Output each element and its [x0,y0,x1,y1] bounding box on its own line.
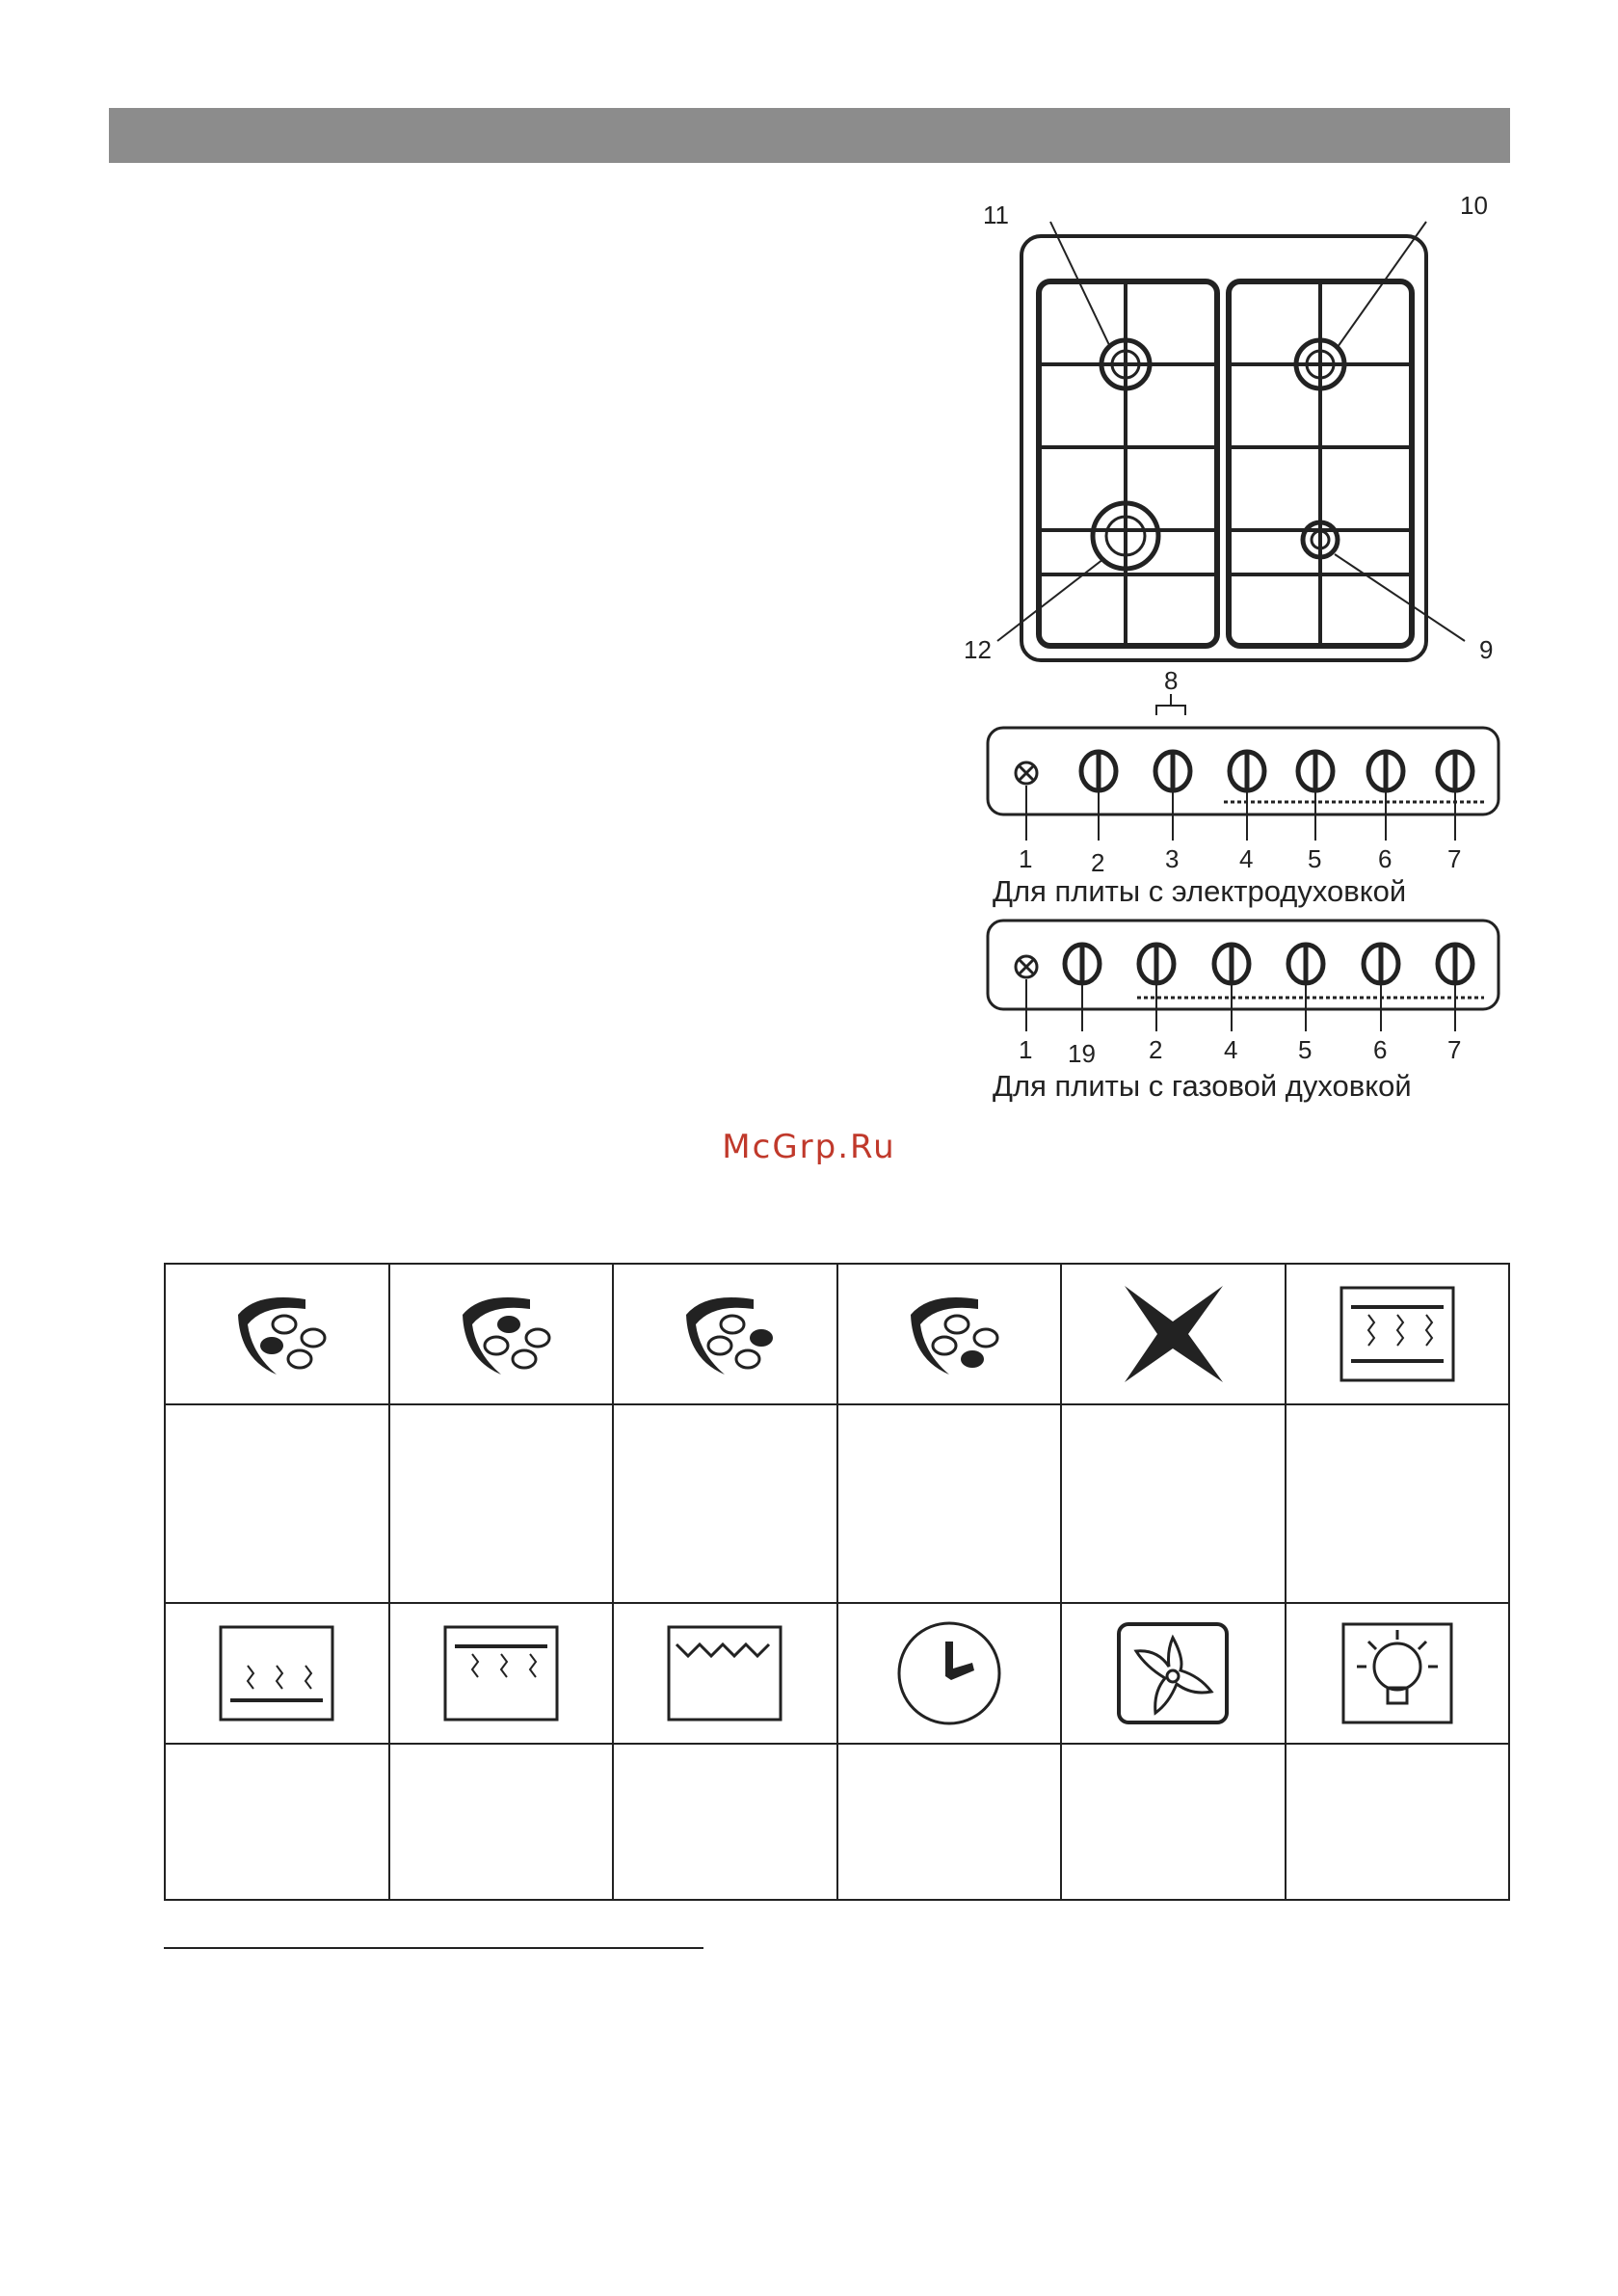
knob-number: 3 [1165,844,1180,873]
knob-number: 1 [1019,844,1033,873]
knob-number: 6 [1378,844,1393,873]
knob-number: 4 [1224,1035,1238,1064]
symbol-description-cell [613,1404,837,1603]
timer-callout-label: 8 [1164,666,1179,695]
watermark: McGrp.Ru [722,1128,896,1166]
panel-caption: Для плиты с электродуховкой [993,874,1407,908]
knob-number: 2 [1149,1035,1163,1064]
appliance-diagram [944,193,1523,1118]
top-heat-icon [443,1625,559,1722]
burner-front-right-icon [891,1286,1007,1382]
control-panel-gas [988,921,1499,1031]
fan-icon [1115,1620,1231,1726]
burner-rear-right-icon [667,1286,782,1382]
knob-number: 7 [1447,1035,1462,1064]
timer-icon [891,1620,1007,1726]
hob-label: 12 [964,635,992,664]
knob-number: 4 [1239,844,1254,873]
panel-caption: Для плиты с газовой духовкой [993,1069,1412,1103]
hob-label: 9 [1479,635,1494,664]
burner-rear-left-icon [443,1286,559,1382]
burner-front-left-icon [219,1286,334,1382]
symbol-description-cell [1061,1404,1286,1603]
symbol-description-cell [837,1744,1062,1900]
symbol-description-cell [1286,1744,1510,1900]
knob-number: 6 [1373,1035,1388,1064]
knob-number: 2 [1091,848,1105,877]
symbol-description-cell [389,1404,614,1603]
knob-number: 5 [1308,844,1322,873]
hob-top-diagram [997,222,1465,660]
symbol-description-cell [165,1404,389,1603]
symbol-description-cell [389,1744,614,1900]
symbol-legend-table [164,1263,1510,1901]
grill-icon [667,1625,782,1722]
ignition-icon [1115,1281,1231,1387]
knob-number: 5 [1298,1035,1313,1064]
section-header-bar [109,108,1510,163]
oven-light-icon [1339,1620,1455,1726]
hob-label: 10 [1460,193,1488,220]
hob-label: 11 [983,200,1009,229]
symbol-description-cell [613,1744,837,1900]
symbol-description-cell [1286,1404,1510,1603]
symbol-description-cell [165,1744,389,1900]
control-panel-electric [988,694,1499,841]
knob-number: 19 [1068,1039,1096,1068]
bottom-heat-icon [219,1625,334,1722]
symbol-description-cell [1061,1744,1286,1900]
footnote-divider [164,1947,703,1949]
top-bottom-heat-icon [1339,1286,1455,1382]
symbol-description-cell [837,1404,1062,1603]
knob-number: 1 [1019,1035,1033,1064]
knob-number: 7 [1447,844,1462,873]
